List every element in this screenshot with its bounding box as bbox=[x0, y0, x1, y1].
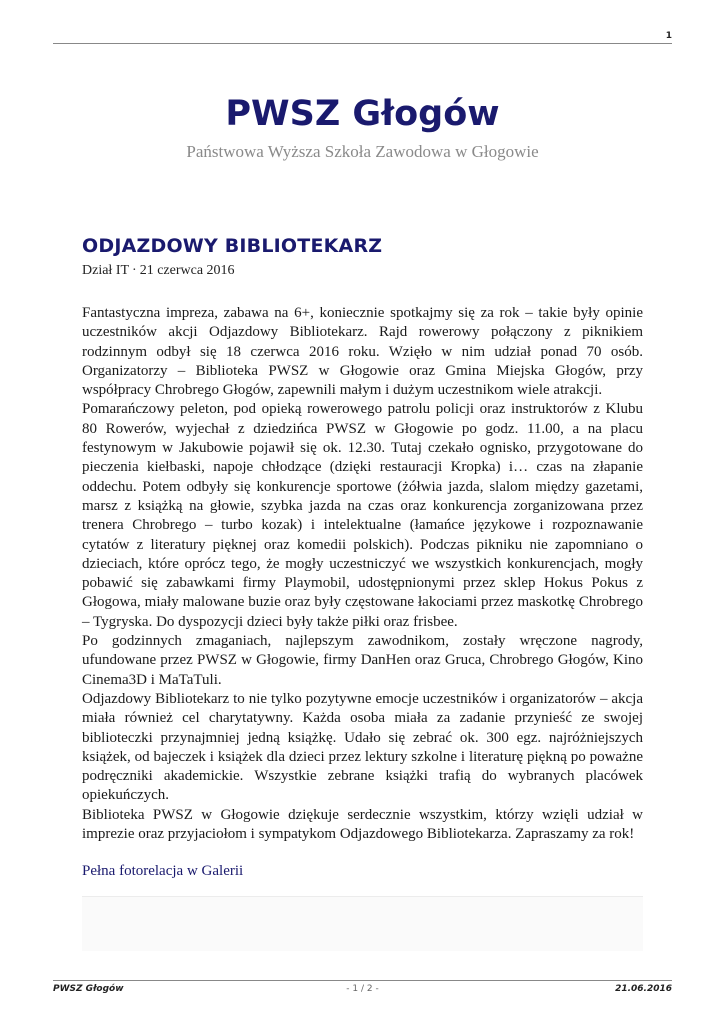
gallery-link[interactable]: Pełna fotorelacja w Galerii bbox=[82, 863, 244, 880]
footer-page-count: - 1 / 2 - bbox=[346, 984, 379, 994]
page-number: 1 bbox=[665, 31, 672, 41]
article-meta bbox=[82, 263, 643, 279]
article-title[interactable]: ODJAZDOWY BIBLIOTEKARZ bbox=[82, 235, 383, 257]
site-tagline: Państwowa Wyższa Szkoła Zawodowa w Głogowie bbox=[186, 142, 539, 161]
article-paragraph: Odjazdowy Bibliotekarz to nie tylko pozytywne emocje uczestników i organizatorów – akcja miała również cel charytatywny. Każda osoba miała za zadanie przynieść ze swojej biblioteczki przynajmniej jedną książkę. Udało się zebrać ok. 300 egz. najróżniejszych książek, od bajeczek i książek dla dzieci przez lektury szkolne i literaturę piękną po poważne podręczniki akademickie. Wszystkie zebrane książki trafią do wybranych placówek opiekuńczych. bbox=[82, 690, 643, 804]
article-paragraph: Pomarańczowy peleton, pod opieką rowerowego patrolu policji oraz instruktorów z Klubu 80 Rowerów, wyjechał z dziedzińca PWSZ w Głogowie po godz. 11.00, a na placu festynowym w Jakubowie pojawił się ok. 12.30. Tutaj czekało ognisko, przygotowane do pieczenia kiełbaski, napoje chłodzące (dzięki restauracji Kropka) i… czas na złapanie oddechu. Potem odbyły się konkurencje sportowe (żółwia jazda, slalom między gazetami, marsz z książką na głowie, szybka jazda na czas oraz konkurencja zorganizowana przez trenera Chrobrego – turbo kozak) i intelektualne (łamańce językowe i rozpoznawanie cytatów z literatury pięknej oraz komedii polskich). Podczas pikniku nie zapomniano o dzieciach, które oprócz tego, że mogły uczestniczyć we wszystkich konkurencjach, mogły pobawić się zabawkami firmy Playmobil, udostępnionymi przez sklep Hokus Pokus z Głogowa, miały malowane buzie oraz były częstowane łakociami przez maskotkę Chrobrego – Tygryska. Do dyspozycji dzieci były także piłki oraz frisbee. bbox=[82, 401, 643, 630]
article-paragraph: Fantastyczna impreza, zabawa na 6+, koniecznie spotkajmy się za rok – takie były opinie uczestników akcji Odjazdowy Bibliotekarz. Rajd rowerowy połączony z piknikiem rodzinnym odbył się 18 czerwca 2016 roku. Wzięło w nim udział ponad 70 osób. Organizatorzy – Biblioteka PWSZ w Głogowie oraz Gmina Miejska Głogów, przy współpracy Chrobrego Głogów, zapewnili małym i dużym uczestnikom wiele atrakcji. bbox=[82, 305, 643, 399]
article-body bbox=[82, 304, 643, 844]
meta-separator: · bbox=[132, 263, 137, 278]
article-paragraph: Biblioteka PWSZ w Głogowie dziękuje serdecznie wszystkim, którzy wzięli udział w imprezie oraz przyjaciołom i sympatykom Odjazdowego Bibliotekarza. Zapraszamy za rok! bbox=[82, 806, 643, 843]
footer-divider bbox=[53, 980, 672, 981]
article bbox=[82, 235, 643, 951]
embedded-gallery-placeholder bbox=[82, 896, 643, 951]
article-date: 21 czerwca 2016 bbox=[139, 263, 235, 278]
footer-date: 21.06.2016 bbox=[615, 984, 672, 994]
footer-site-name: PWSZ Głogów bbox=[53, 984, 124, 994]
header-divider bbox=[53, 43, 672, 44]
article-paragraph: Po godzinnych zmaganiach, najlepszym zawodnikom, zostały wręczone nagrody, ufundowane przez PWSZ w Głogowie, firmy DanHen oraz Gruca, Chrobrego Głogów, Kino Cinema3D i MaTaTuli. bbox=[82, 633, 643, 688]
page-footer bbox=[53, 984, 672, 998]
site-title[interactable]: PWSZ Głogów bbox=[225, 94, 500, 134]
article-category[interactable]: Dział IT bbox=[82, 263, 130, 278]
